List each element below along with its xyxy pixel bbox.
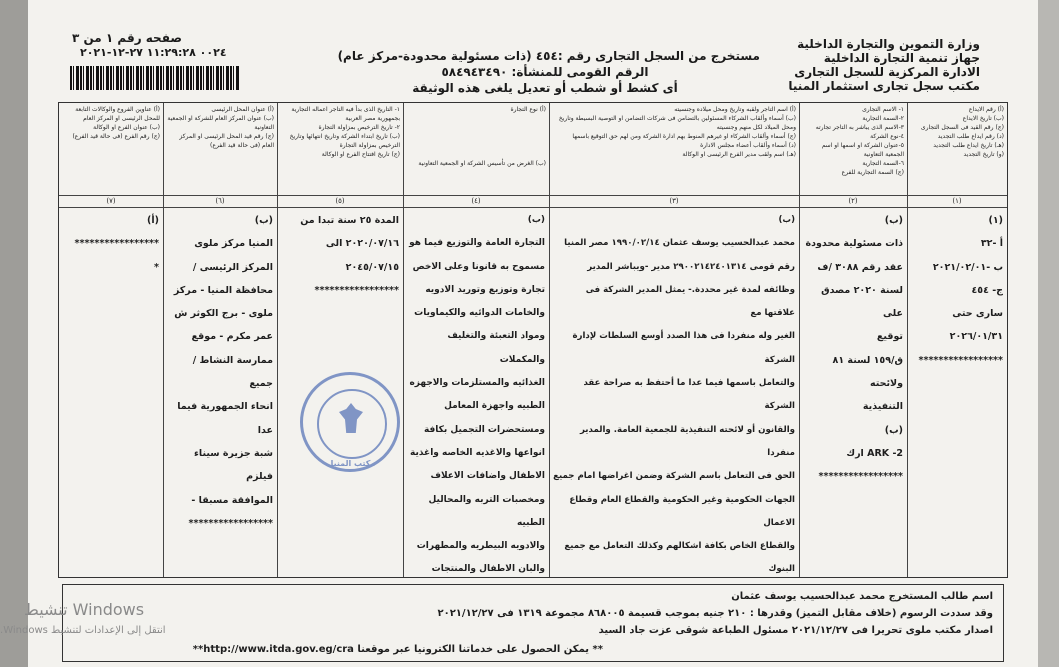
col-header-1: (أ) رقم الايداع (ب) تاريخ الايداع (ج) رقم القيد فى السجل التجارى (د) رقم ايداع طلب التجديد (هـ) تاريخ ايداع طلب التجديد (و) تاريخ التجديد (920, 106, 1004, 158)
col-body-4: (ب) التجارة العامة والتوزيع فيما هو مسموح به قانونا وعلى الاخص تجارة وتوزيع وتوريد الادويه والخامات الدوائيه والكيماويات ومواد التعبئة والتغليف والمكملات الغذائيه والمستلزمات والاجهزه الطبيه واجهزة المعامل ومستحضرات التجميل بكافة انواعها والاغذيه الخاصه واغذية الاطفال واضافات الاعلاف ومخصبات التربه والمحاليل الطبيه والادويه البيطريه والمطهرات والبان الاطفال والمنتجات (409, 215, 545, 575)
page-number: صفحه رقم ١ من ٣ (72, 31, 182, 45)
scan-left-shadow (0, 0, 28, 667)
col-number-3: (٣) (669, 197, 679, 205)
col-number-1: (١) (952, 197, 962, 205)
website-line: ** يمكن الحصول على خدماتنا الكترونيا عبر موقعنا http://www.itda.gov.eg/cra** (192, 644, 603, 655)
seal-text: مكتب المنيا (330, 459, 376, 468)
col-body-3: (ب) محمد عبدالحسيب يوسف عثمان ١٩٩٠/٠٢/١٤ مصر المنيا رقم قومى ٢٩٠٠٢١٤٢٤٠١٣١٤ مدير -ويباشر المدير وظائفه لمدة غير محددة.- يمثل المدير الشركة فى علاقتها مع الغير وله منفردا فى هذا الصدد أوسع السلطات لإدارة الشركة والتعامل باسمها فيما عدا ما أحتفظ به صراحة عقد الشركة والقانون أو لائحته التنفيذية للجمعية العامة. والمدير منفردا الحق فى التعامل باسم الشركة وضمن اغراضها امام جميع الجهات الحكومية وغير الحكومية والقطاع العام وقطاع الاعمال والقطاع الخاص بكافة اشكالهم وكذلك التعامل مع جميع البنوك (553, 215, 795, 575)
col-number-5: (٥) (335, 197, 345, 205)
col-body-7: (أ) ***************** * (74, 215, 159, 273)
official-seal-stamp (300, 372, 400, 472)
extract-title: مستخرج من السجل التجارى رقم :٤٥٤ (ذات مسئولية محدودة-مركز عام) (337, 49, 760, 63)
col-header-4: (أ) نوع التجارة (ب) الغرض من تأسيس الشركة او الجمعية التعاونية (418, 106, 546, 167)
fees-line: وقد سددت الرسوم (خلاف مقابل التميز) وقدرها : ٢١٠ جنيه بموجب قسيمة ٨٦٨٠٠٥ مجموعة ١٣١٩ فى ٢٠٢١/١٢/٢٧ (437, 608, 993, 619)
print-datetime (72, 46, 227, 59)
col-header-3: (أ) اسم التاجر ولقبه وتاريخ ومحل ميلاده وجنسيته (ب) أسماء وألقاب الشركاء المسئولين بالتضامن فى شركات التضامن او التوصية البسيطة وتاريخ ومحل الميلاد لكل منهم وجنسيته (ج) أسماء وألقاب الشركاء او غيرهم المنوط بهم ادارة الشركة ومن لهم حق التوقيع باسمها (د) أسماء وألقاب أعضاء مجلس الادارة (هـ) اسم ولقب مدير الفرع الرئيسى او الوكالة (558, 106, 796, 158)
register-table (58, 102, 1008, 578)
col-body-5: المدة ٢٥ سنة تبدا من ٢٠٢٠/٠٧/١٦ الى ٢٠٤٥/٠٧/١٥ ***************** (300, 215, 399, 296)
col-body-6: (ب) المنيا مركز ملوى المركز الرئيسى / محافظة المنيا - مركز ملوى - برج الكوثر ش عمر مكرم - موقع ممارسة النشاط / جميع انحاء الجمهورية فيما عدا شبة جزيرة سيناء فيلزم الموافقة مسبقا - ***************** (173, 215, 273, 529)
barcode (70, 66, 240, 90)
col-number-2: (٢) (848, 197, 858, 205)
issue-line: اصدار مكتب ملوى تحريرا فى ٢٠٢١/١٢/٢٧ مسئول الطباعة شوقى عزت جاد السيد (598, 625, 993, 636)
national-id: الرقم القومى للمنشأة: ٥٨٤٩٤٣٤٩٠ (441, 65, 649, 79)
footer-box (62, 584, 1004, 662)
agency-name: جهاز تنمية التجارة الداخلية (823, 51, 980, 65)
requester-line: اسم طالب المستخرج محمد عبدالحسيب يوسف عثمان (731, 591, 993, 602)
col-body-2: (ب) ذات مسئولية محدودة عقد رقم ٣٠٨٨ /ف لسنة ٢٠٢٠ مصدق على توقيع ق/١٥٩ لسنة ٨١ ولائحته التنفيذية (ب) ARK -2 ارك ***************** (805, 215, 903, 483)
tamper-warning: أى كشط أو شطب أو تعديل يلغى هذه الوثيقة (412, 81, 678, 95)
ministry-name: وزارة التموين والتجارة الداخلية (797, 37, 980, 51)
col-header-5: ١- التاريخ الذى بدأ فيه التاجر اعماله التجارية بجمهورية مصر العربية ٢- تاريخ الترخيص بمزاولة التجارة (ب) تاريخ ابتداء الشركة وتاريخ انتهائها وتاريخ الترخيص بمزاولة التجارة (ج) تاريخ افتتاح الفرع او الوكالة (289, 106, 400, 158)
windows-activation-title: تنشيط Windows (24, 600, 145, 619)
col-header-7: (أ) عناوين الفروع والوكالات التابعة للمحل الرئيسى او المركز العام (ب) عنوان الفرع او الوكالة (ج) رقم الفرع (فى حالة قيد الفرع) (72, 106, 160, 140)
windows-activation-subtitle: انتقل إلى الإعدادات لتنشيط Windows. (0, 625, 166, 636)
scan-right-shadow (1038, 0, 1059, 667)
department-name: الادارة المركزية للسجل التجارى (794, 65, 980, 79)
number-divider (59, 207, 1007, 208)
office-name: مكتب سجل تجارى استثمار المنيا (788, 79, 980, 93)
col-number-7: (٧) (106, 197, 116, 205)
col-body-1: (١) أ -٣٢ ب -٢٠٢١/٠٢/٠١ ج- ٤٥٤ سارى حتى ٢٠٢٦/٠١/٣١ ***************** (918, 215, 1003, 366)
datetime-value: ١١:٢٩:٢٨ ٢٧-١٢-٢٠٢١ (80, 46, 196, 59)
serial-number: ٠٠٢٤ (199, 46, 227, 59)
col-number-6: (٦) (215, 197, 225, 205)
col-header-2: ١- الاسم التجارى ٢-السمة التجارية ٣-الاسم الذى يباشر به التاجر تجارته ٤-نوع الشركة ٥-عنوان الشركة او اسمها او اسم الجمعية التعاونية ٦-السمة التجارية (ج) السمة التجارية للفرع (815, 106, 904, 176)
col-number-4: (٤) (471, 197, 481, 205)
col-header-6: (أ) عنوان المحل الرئيسى (ب) عنوان المركز العام للشركة او الجمعية التعاونية (ج) رقم قيد المحل الرئيسى او المركز العام (فى حالة قيد الفرع) (167, 106, 274, 149)
